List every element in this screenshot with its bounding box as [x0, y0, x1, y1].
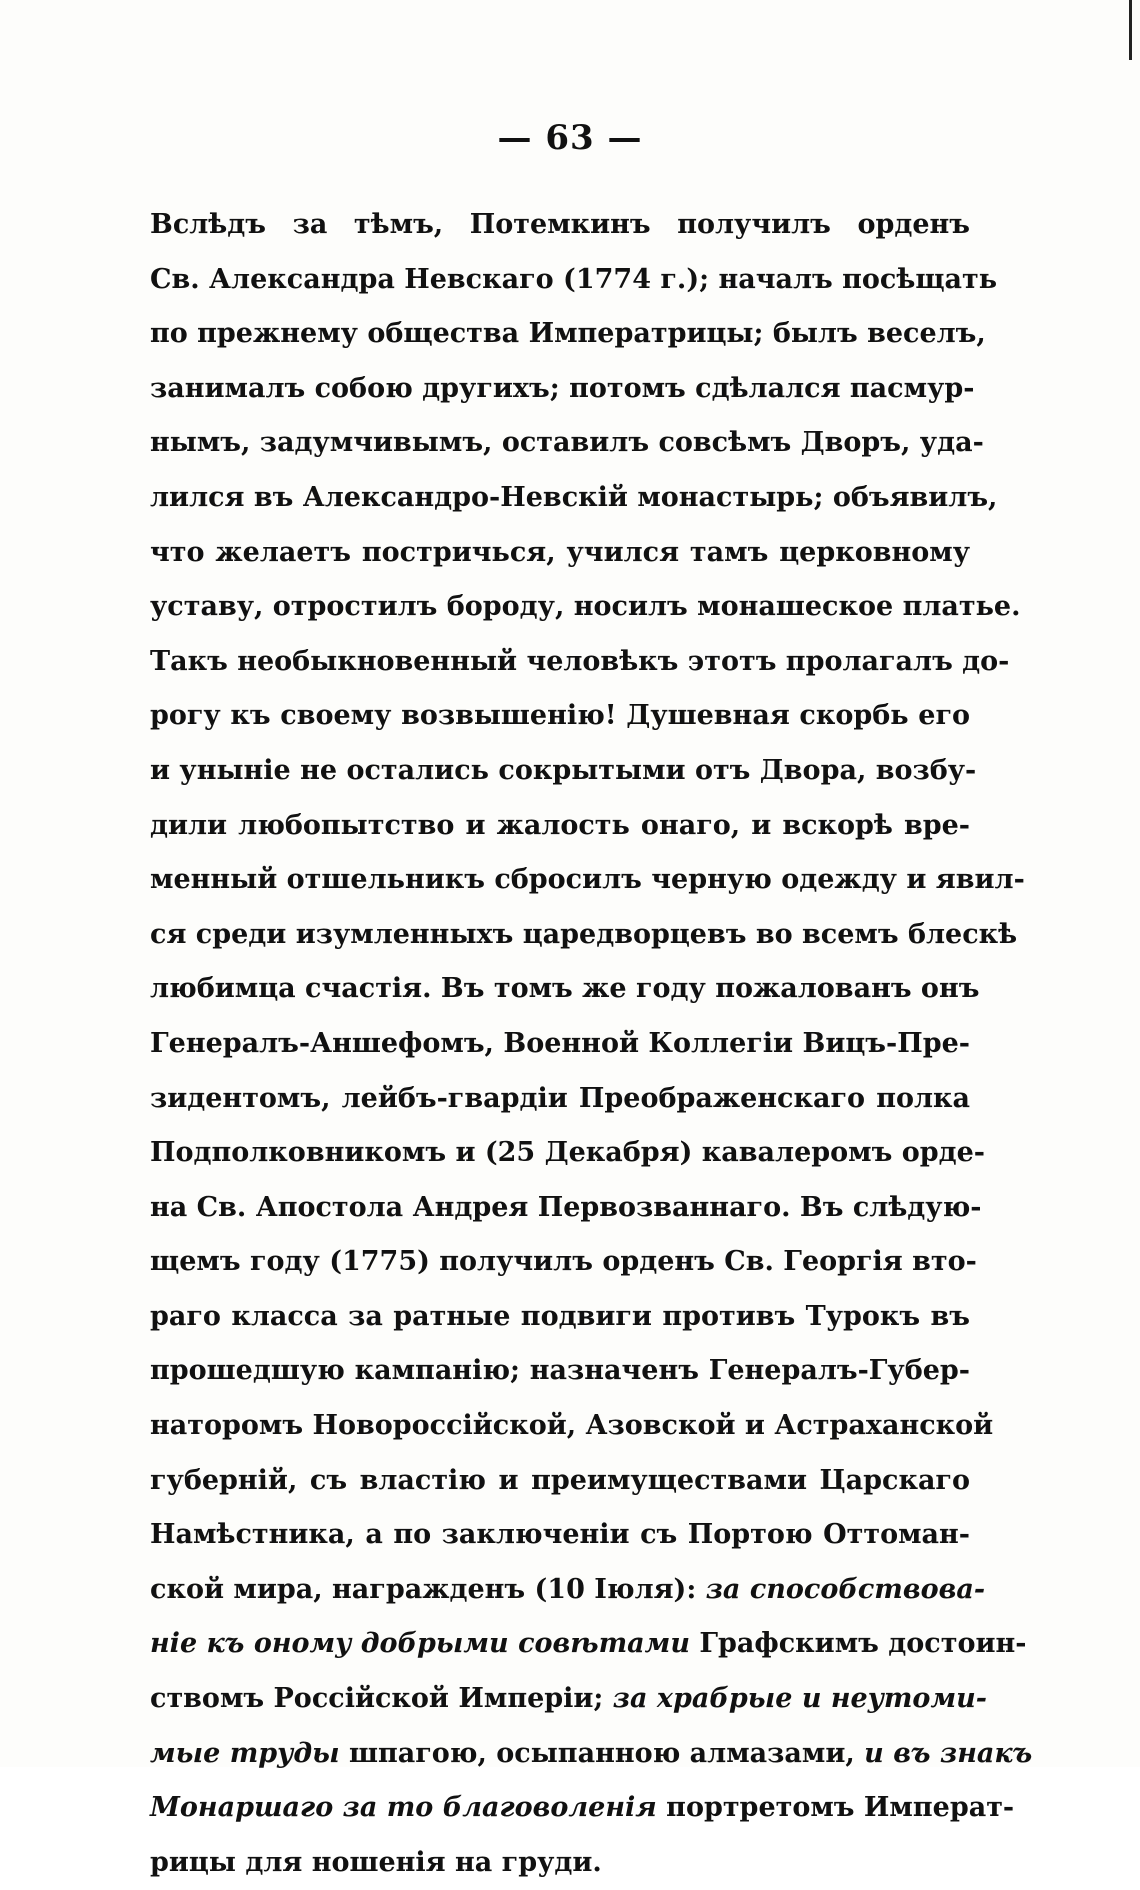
- text-segment: шпагою, осыпанною алмазами,: [339, 1737, 865, 1769]
- text-segment: занималъ собою другихъ; потомъ сдѣлался пасмур-: [150, 372, 975, 404]
- text-segment: по прежнему общества Императрицы; былъ веселъ,: [150, 318, 986, 350]
- text-line: [150, 1617, 1027, 1672]
- text-segment: и уныніе не остались сокрытыми отъ Двора, возбу-: [150, 754, 977, 786]
- text-segment: ствомъ Россійской Имперіи;: [150, 1683, 613, 1715]
- italic-text-segment: за способствова-: [705, 1573, 986, 1605]
- page-number: — 63 —: [497, 118, 643, 158]
- text-segment: Графскимъ достоин-: [689, 1628, 1027, 1660]
- text-line: [150, 253, 998, 308]
- italic-text-segment: за храбрые и неутоми-: [612, 1683, 987, 1715]
- text-line: [150, 744, 977, 799]
- text-segment: на Св. Апостола Андрея Первозваннаго. Въ слѣдую-: [150, 1191, 982, 1223]
- text-segment: рогу къ своему возвышенію! Душевная скорбь его: [150, 700, 970, 732]
- text-segment: губерній, съ властію и преимуществами Царскаго: [150, 1464, 970, 1496]
- text-segment: рицы для ношенія на груди.: [150, 1846, 602, 1878]
- italic-text-segment: Монаршаго за то благоволенія: [150, 1792, 657, 1824]
- text-segment: портретомъ Императ-: [656, 1792, 1015, 1824]
- text-segment: Вслѣдъ за тѣмъ, Потемкинъ получилъ орденъ: [150, 209, 970, 240]
- text-segment: щемъ году (1775) получилъ орденъ Св. Георгія вто-: [150, 1246, 977, 1278]
- text-line: [150, 1781, 1015, 1836]
- text-segment: Св. Александра Невскаго (1774 г.); началъ посѣщать: [150, 263, 998, 295]
- text-line: [150, 416, 984, 471]
- text-segment: Намѣстника, а по заключеніи съ Портою Оттоман-: [150, 1519, 970, 1551]
- text-line: [150, 307, 986, 362]
- text-line: [150, 1672, 987, 1727]
- text-line: [150, 1290, 970, 1345]
- text-segment: прошедшую кампанію; назначенъ Генералъ-Губер-: [150, 1355, 970, 1387]
- text-line: [150, 580, 1021, 635]
- text-segment: нымъ, задумчивымъ, оставилъ совсѣмъ Дворъ, уда-: [150, 427, 984, 459]
- text-segment: наторомъ Новороссійской, Азовской и Астраханской: [150, 1410, 994, 1442]
- text-segment: ся среди изумленныхъ царедворцевъ во всемъ блескѣ: [150, 918, 1018, 950]
- text-segment: лился въ Александро-Невскій монастырь; объявилъ,: [150, 481, 998, 513]
- text-line: [150, 799, 970, 854]
- text-line: [150, 1508, 970, 1563]
- text-line: [150, 853, 1025, 908]
- text-line: [150, 1836, 970, 1890]
- page-edge-mark: [1129, 0, 1132, 60]
- text-segment: зидентомъ, лейбъ-гвардіи Преображенскаго полка: [150, 1082, 970, 1114]
- text-line: [150, 471, 998, 526]
- text-line: [150, 689, 970, 744]
- italic-text-segment: мые труды: [150, 1737, 340, 1769]
- text-segment: что желаетъ постричься, учился тамъ церковному: [150, 536, 970, 568]
- italic-text-segment: и въ знакъ: [864, 1737, 1033, 1769]
- text-segment: Генералъ-Аншефомъ, Военной Коллегіи Вицъ-Пре-: [150, 1027, 970, 1059]
- text-line: [150, 1017, 970, 1072]
- text-segment: Такъ необыкновенный человѣкъ этотъ пролагалъ до-: [150, 645, 1010, 677]
- text-segment: раго класса за ратные подвиги противъ Турокъ въ: [150, 1300, 970, 1332]
- text-segment: любимца счастія. Въ томъ же году пожалованъ онъ: [150, 973, 980, 1005]
- text-line: [150, 962, 980, 1017]
- text-line: [150, 908, 1018, 963]
- text-line: [150, 362, 975, 417]
- text-line: [150, 1344, 970, 1399]
- text-line: [150, 1181, 982, 1236]
- text-line: [150, 1126, 985, 1181]
- text-segment: дили любопытство и жалость онаго, и вскорѣ вре-: [150, 809, 970, 841]
- text-line: [150, 1072, 970, 1127]
- text-line: [150, 526, 970, 581]
- text-segment: уставу, отростилъ бороду, носилъ монашеское платье.: [150, 591, 1021, 623]
- text-segment: ской мира, награжденъ (10 Іюля):: [150, 1573, 706, 1605]
- text-line: [150, 198, 970, 253]
- italic-text-segment: ніе къ оному добрыми совѣтами: [150, 1628, 690, 1660]
- text-line: [150, 1235, 977, 1290]
- text-segment: Подполковникомъ и (25 Декабря) кавалеромъ орде-: [150, 1137, 985, 1169]
- text-line: [150, 1454, 970, 1509]
- text-segment: менный отшельникъ сбросилъ черную одежду и явил-: [150, 864, 1025, 896]
- text-line: [150, 1399, 994, 1454]
- text-line: [150, 1727, 1033, 1782]
- body-text: [150, 198, 1033, 1890]
- text-line: [150, 1563, 986, 1618]
- text-line: [150, 635, 1010, 690]
